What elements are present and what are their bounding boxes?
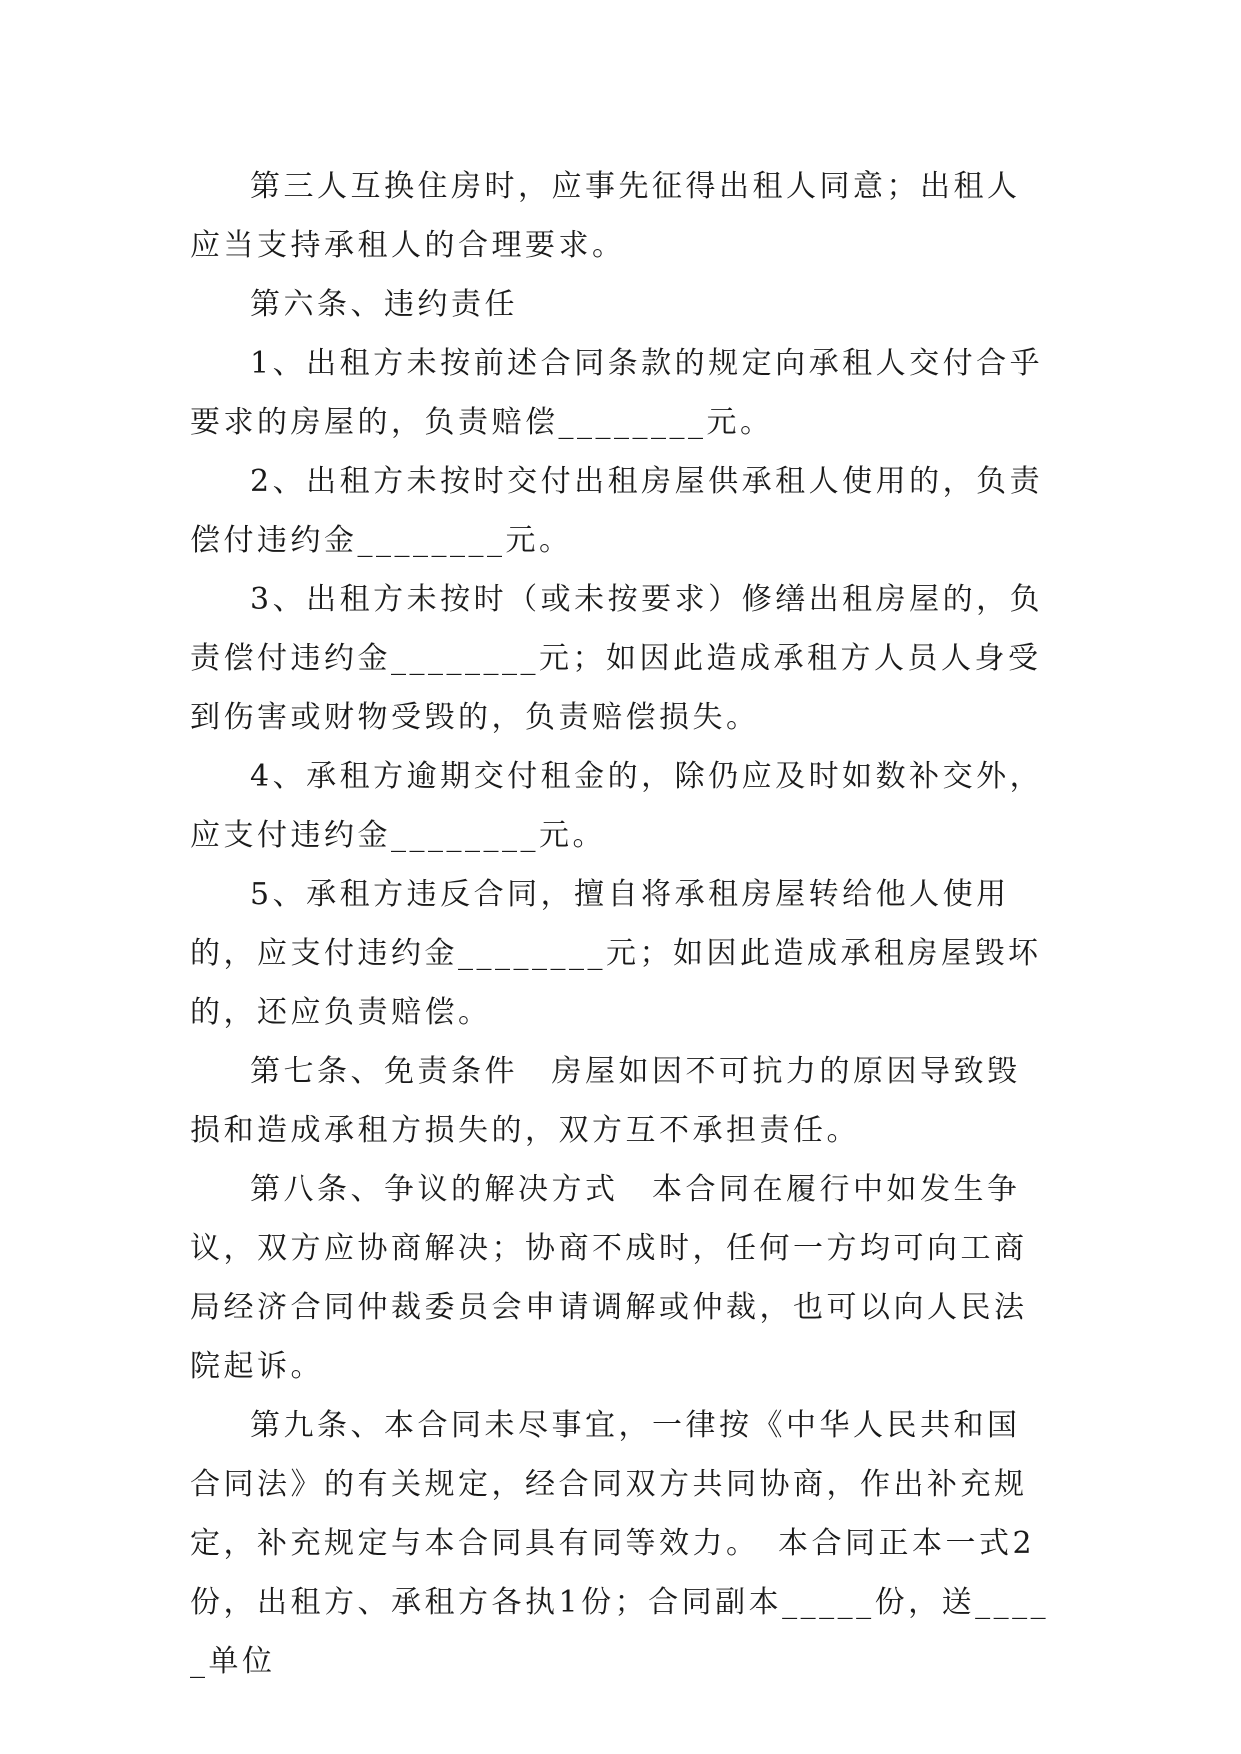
article-9: 第九条、本合同未尽事宜，一律按《中华人民共和国合同法》的有关规定，经合同双方共同协商，作出补充规定，补充规定与本合同具有同等效力。 本合同正本一式2份，出租方、承租方各执1份；合同副本_____份，送_____单位 [190, 1408, 1050, 1679]
clause-6-1: 1、出租方未按前述合同条款的规定向承租人交付合乎要求的房屋的，负责赔偿________元。 [190, 346, 1044, 440]
clause-6-4: 4、承租方逾期交付租金的，除仍应及时如数补交外，应支付违约金________元。 [190, 759, 1044, 853]
clause-6-2: 2、出租方未按时交付出租房屋供承租人使用的，负责偿付违约金________元。 [190, 464, 1044, 558]
paragraph-continuation: 第三人互换住房时，应事先征得出租人同意；出租人应当支持承租人的合理要求。 [190, 169, 1021, 263]
contract-text [190, 157, 1050, 1691]
article-8: 第八条、争议的解决方式 本合同在履行中如发生争议，双方应协商解决；协商不成时，任何一方均可向工商局经济合同仲裁委员会申请调解或仲裁，也可以向人民法院起诉。 [190, 1172, 1028, 1384]
clause-6-3: 3、出租方未按时（或未按要求）修缮出租房屋的，负责偿付违约金________元；如因此造成承租方人员人身受到伤害或财物受毁的，负责赔偿损失。 [190, 582, 1044, 735]
clause-6-5: 5、承租方违反合同，擅自将承租房屋转给他人使用的，应支付违约金________元；如因此造成承租房屋毁坏的，还应负责赔偿。 [190, 877, 1042, 1030]
heading-article-6: 第六条、违约责任 [250, 287, 518, 322]
article-7: 第七条、免责条件 房屋如因不可抗力的原因导致毁损和造成承租方损失的，双方互不承担责任。 [190, 1054, 1021, 1148]
